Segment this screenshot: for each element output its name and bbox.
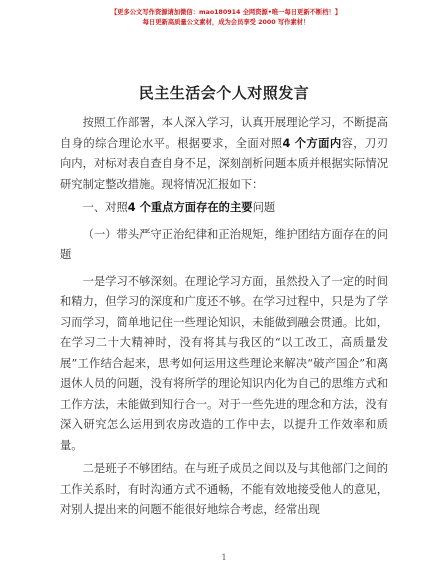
- intro-bold-text: 4 个方面内: [282, 136, 342, 150]
- section-heading-1-suffix: 问题: [252, 201, 276, 214]
- promo-banner-line2: 每日更新高质量公文素材，成为会员享受 2000 写作素材！: [142, 19, 310, 26]
- page-number: 1: [221, 553, 227, 562]
- paragraph-1: 一是学习不够深刻。在理论学习方面，虽然投入了一定的时间和精力，但学习的深度和广度还不够。在学习过程中，只是为了学习而学习，简单地记住一些理论知识，未能做到融会贯通。比如，在学习二十大精神时，没有将其与我区的“以工改工，高质量发展”工作结合起来，思考如何运用这些理论来解决“破产国企”和离退休人员的问题，没有将所学的理论知识内化为自己的思维方式和工作方法，未能做到知行合一。对于一些先进的理念和方法，没有深入研究怎么运用到农房改造的工作中去，以提升工作效率和质量。: [60, 274, 388, 452]
- section-heading-1-prefix: 一、对照: [82, 201, 128, 214]
- intro-text-b: 容，刀刃向内，对标对表自查自身不足，深刻剖析问题本质并根据实际情况研究制定整改措施。现将情况汇报如下：: [60, 136, 388, 191]
- promo-banner-line1: 【更多公文写作资源请加微信：mao180914 全网资源•唯一每日更新不断档！】: [110, 9, 342, 16]
- intro-paragraph: [60, 113, 388, 195]
- section-heading-1: [60, 198, 388, 219]
- section-heading-1-bold: 4 个重点方面存在的主要: [127, 201, 253, 214]
- subsection-heading-1: （一）带头严守正治纪律和正治规矩，维护团结方面存在的问题: [60, 227, 388, 261]
- promo-banner: [96, 8, 356, 28]
- document-body: [60, 113, 388, 524]
- paragraph-2: 二是班子不够团结。在与班子成员之间以及与其他部门之间的工作关系时，有时沟通方式不通畅，不能有效地接受他人的意见，对别人提出来的问题不能很好地综合考虑，经常出现: [60, 462, 388, 516]
- document-title: 民主生活会个人对照发言: [138, 84, 310, 102]
- intro-text-a: 按照工作部署，本人深入学习，认真开展理论学习，不断提高自身的综合理论水平。根据要求，全面对照: [60, 116, 388, 150]
